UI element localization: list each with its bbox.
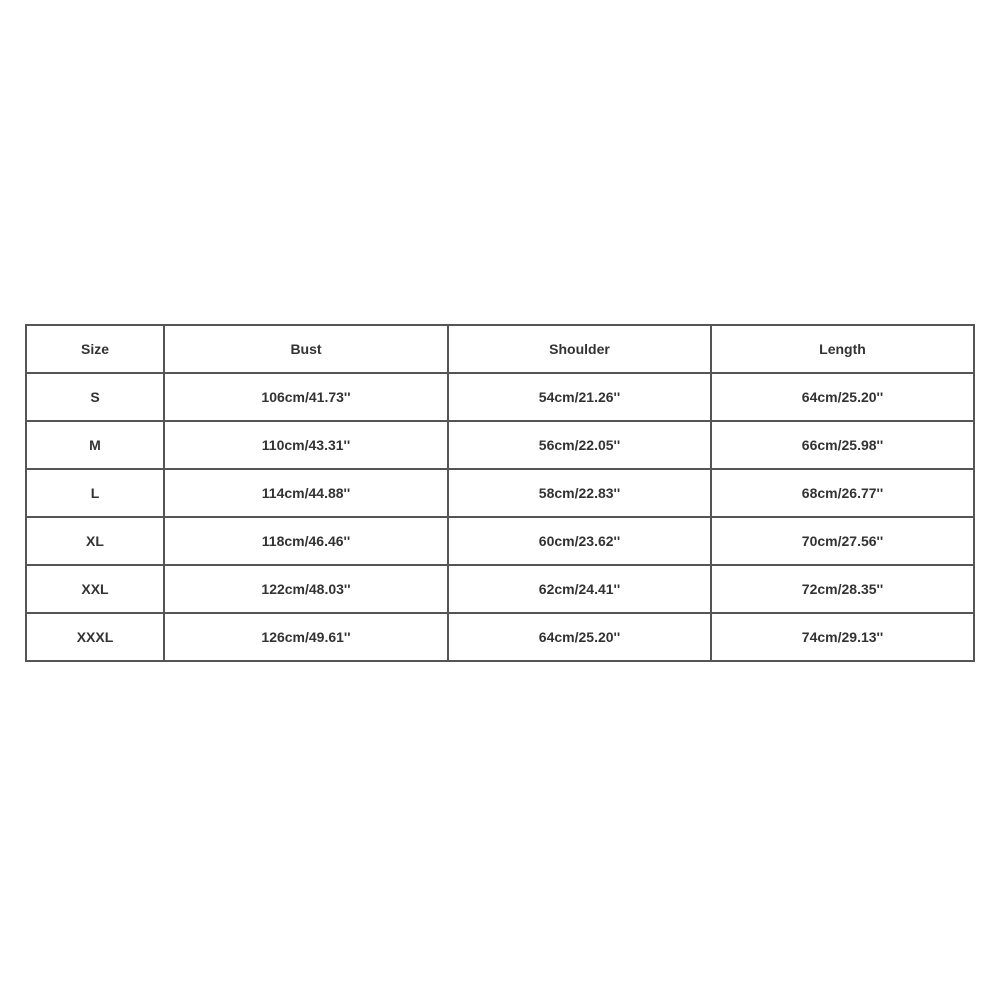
table-row: [26, 565, 974, 613]
cell-size: XXXL: [26, 613, 164, 661]
table-row: [26, 613, 974, 661]
cell-shoulder: 62cm/24.41'': [448, 565, 711, 613]
cell-bust: 126cm/49.61'': [164, 613, 448, 661]
cell-length: 70cm/27.56'': [711, 517, 974, 565]
cell-length: 64cm/25.20'': [711, 373, 974, 421]
cell-bust: 122cm/48.03'': [164, 565, 448, 613]
cell-shoulder: 54cm/21.26'': [448, 373, 711, 421]
size-chart-table: [25, 324, 975, 662]
cell-length: 72cm/28.35'': [711, 565, 974, 613]
cell-length: 74cm/29.13'': [711, 613, 974, 661]
cell-shoulder: 64cm/25.20'': [448, 613, 711, 661]
cell-size: M: [26, 421, 164, 469]
header-length: Length: [711, 325, 974, 373]
cell-size: S: [26, 373, 164, 421]
table-row: [26, 469, 974, 517]
cell-shoulder: 60cm/23.62'': [448, 517, 711, 565]
table-row: [26, 421, 974, 469]
table-row: [26, 517, 974, 565]
cell-bust: 118cm/46.46'': [164, 517, 448, 565]
cell-length: 68cm/26.77'': [711, 469, 974, 517]
header-bust: Bust: [164, 325, 448, 373]
cell-shoulder: 58cm/22.83'': [448, 469, 711, 517]
cell-bust: 114cm/44.88'': [164, 469, 448, 517]
cell-bust: 110cm/43.31'': [164, 421, 448, 469]
table-header-row: [26, 325, 974, 373]
cell-size: XL: [26, 517, 164, 565]
header-shoulder: Shoulder: [448, 325, 711, 373]
cell-length: 66cm/25.98'': [711, 421, 974, 469]
header-size: Size: [26, 325, 164, 373]
cell-shoulder: 56cm/22.05'': [448, 421, 711, 469]
cell-size: XXL: [26, 565, 164, 613]
cell-bust: 106cm/41.73'': [164, 373, 448, 421]
cell-size: L: [26, 469, 164, 517]
table-row: [26, 373, 974, 421]
